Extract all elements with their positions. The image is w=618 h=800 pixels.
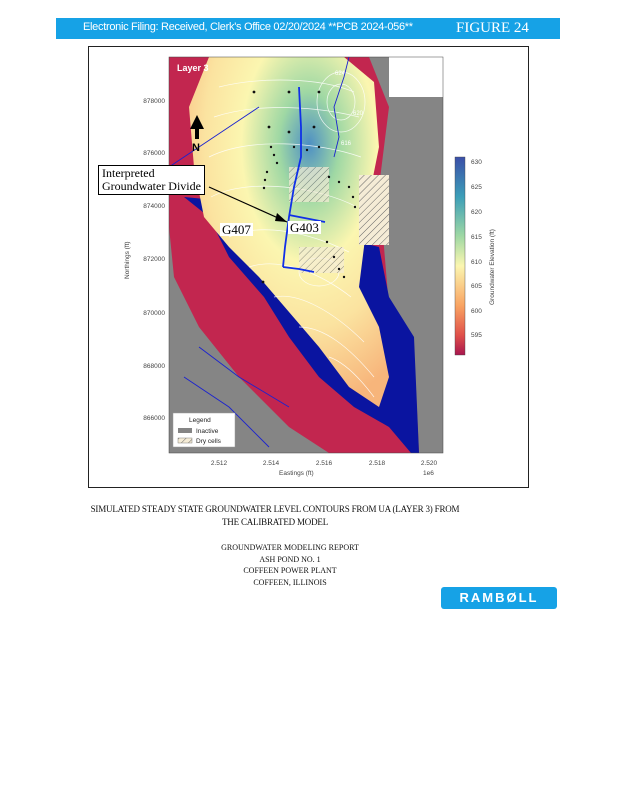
y-tick: 870000 — [143, 310, 165, 317]
y-axis-label: Northings (ft) — [124, 241, 131, 279]
x-axis-ticks — [211, 460, 438, 467]
filing-stamp-text: Electronic Filing: Received, Clerk's Office 02/20/2024 **PCB 2024-056** — [83, 21, 413, 33]
filing-banner — [56, 18, 560, 39]
report-subtitle: ASH POND NO. 1 — [259, 554, 321, 564]
map-legend — [173, 413, 235, 447]
legend-title: Legend — [189, 417, 211, 424]
inactive-white-zone — [389, 57, 443, 97]
groundwater-contour-map — [89, 47, 528, 487]
report-location: COFFEEN, ILLINOIS — [253, 577, 327, 587]
y-tick: 866000 — [143, 415, 165, 422]
caption-line-2: THE CALIBRATED MODEL — [222, 517, 328, 527]
figure-caption — [40, 503, 510, 529]
report-title: GROUNDWATER MODELING REPORT — [221, 543, 359, 552]
x-tick: 2.520 — [420, 460, 438, 467]
legend-dry-cells: Dry cells — [196, 438, 221, 445]
x-tick: 2.516 — [315, 460, 333, 467]
contour-label: 620 — [353, 111, 364, 117]
y-tick: 872000 — [143, 256, 165, 263]
ramboll-logo: RAMBØLL — [441, 587, 557, 609]
x-tick: 2.512 — [210, 460, 228, 467]
colorbar — [455, 157, 465, 355]
dry-cells-area — [299, 247, 344, 273]
colorbar-tick: 605 — [471, 283, 482, 290]
dry-cells-area — [359, 175, 389, 245]
colorbar-tick: 600 — [471, 308, 482, 315]
well-g403-label: G403 — [290, 220, 319, 235]
colorbar-tick: 610 — [471, 259, 482, 266]
caption-line-1: SIMULATED STEADY STATE GROUNDWATER LEVEL CONTOURS FROM UA (LAYER 3) FROM — [90, 504, 460, 514]
figure-frame — [88, 46, 529, 488]
y-tick: 876000 — [143, 150, 165, 157]
figure-number: FIGURE 24 — [456, 20, 529, 36]
y-tick: 868000 — [143, 363, 165, 370]
y-axis-ticks — [143, 98, 165, 422]
colorbar-tick: 625 — [471, 184, 482, 191]
well-g407-label: G407 — [222, 222, 251, 237]
colorbar-tick: 615 — [471, 234, 482, 241]
report-plant: COFFEEN POWER PLANT — [243, 566, 337, 575]
colorbar-tick: 595 — [471, 332, 482, 339]
north-label: N — [192, 142, 200, 154]
callout-line-2: Groundwater Divide — [102, 179, 201, 193]
contour-label: 616 — [341, 141, 352, 147]
x-tick: 2.518 — [368, 460, 386, 467]
y-tick: 878000 — [143, 98, 165, 105]
contour-label: 624 — [335, 71, 346, 77]
report-info — [170, 542, 410, 588]
groundwater-divide-callout — [98, 165, 205, 195]
colorbar-tick: 620 — [471, 209, 482, 216]
x-axis-label: Eastings (ft) — [279, 470, 314, 477]
colorbar-tick: 630 — [471, 159, 482, 166]
x-axis-offset: 1e6 — [423, 470, 434, 477]
callout-line-1: Interpreted — [102, 166, 155, 180]
y-tick: 874000 — [143, 203, 165, 210]
layer-label: Layer 3 — [177, 63, 209, 73]
colorbar-ticks — [471, 159, 482, 339]
x-tick: 2.514 — [262, 460, 280, 467]
colorbar-label: Groundwater Elevation (ft) — [489, 229, 496, 305]
legend-inactive: Inactive — [196, 428, 219, 435]
